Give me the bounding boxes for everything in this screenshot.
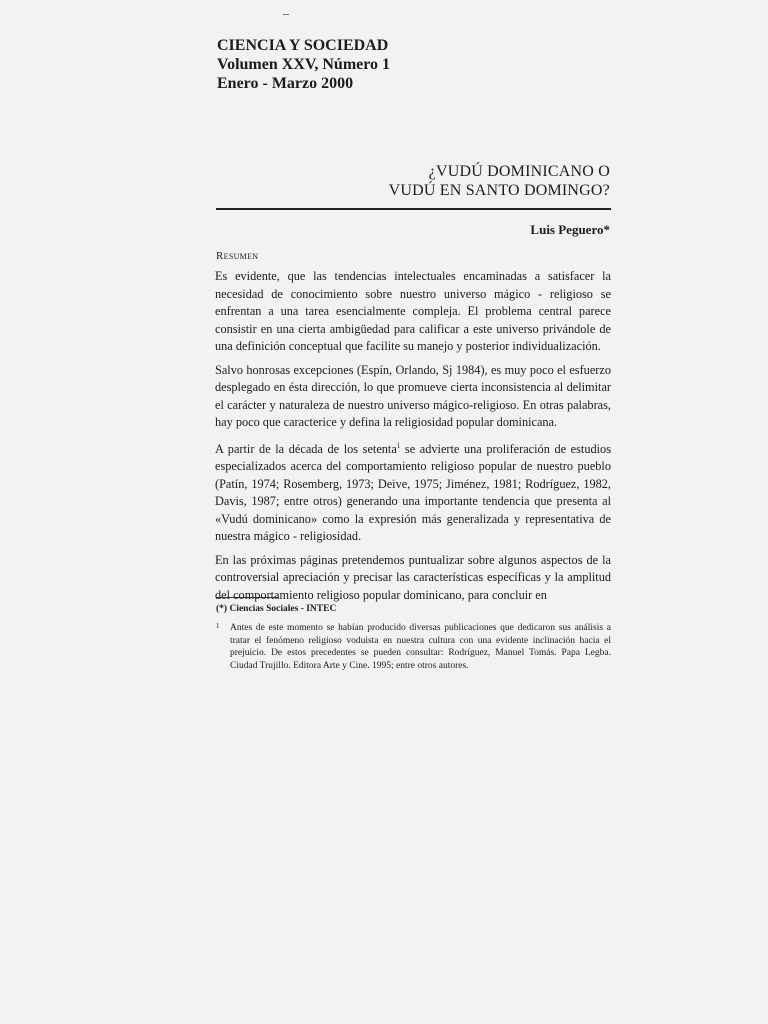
abstract-body — [215, 268, 611, 610]
article-title-line-1: ¿VUDÚ DOMINICANO O — [428, 163, 610, 180]
article-author: Luis Peguero* — [530, 222, 610, 237]
footnote-1-number: 1 — [216, 622, 220, 630]
footnote-rule — [216, 597, 278, 598]
journal-date: Enero - Marzo 2000 — [217, 75, 354, 92]
abstract-paragraph-4: En las próximas páginas pretendemos puntualizar sobre algunos aspectos de la controversial apreciación y precisar las características específicas y la amplitud del comportamiento religioso popular dominicano, para concluir en — [215, 552, 611, 602]
article-title — [389, 162, 610, 200]
footnote-reference-1: 1 — [396, 441, 401, 450]
journal-header — [217, 36, 390, 93]
scan-speck — [283, 14, 289, 15]
paragraph-3-text-start: A partir de la década de los setenta — [215, 441, 397, 456]
abstract-paragraph-1: Es evidente, que las tendencias intelectuales encaminadas a satisfacer la necesidad de conocimiento sobre nuestro universo mágico - religioso se enfrentan a una tarea esencialmente compleja. El problema central parece consistir en una cierta ambigüedad para calificar a este universo privándole de una definición conceptual que facilite su manejo y posterior individualización. — [215, 269, 611, 353]
journal-volume: Volumen XXV, Número 1 — [217, 56, 391, 73]
footnote-affiliation: (*) Ciencias Sociales - INTEC — [216, 604, 337, 614]
abstract-paragraph-2: Salvo honrosas excepciones (Espín, Orlando, Sj 1984), es muy poco el esfuerzo desplegado en ésta dirección, lo que promueve cierta inconsistencia al delimitar el carácter y naturaleza de nuestro universo mágico-religioso. En otras palabras, hay poco que caracterice y defina la religiosidad popular dominicana. — [215, 362, 611, 429]
paragraph-3-text-end: se advierte una proliferación de estudios especializados acerca del comportamiento religioso popular de nuestro pueblo (Patín, 1974; Rosemberg, 1973; Deive, 1975; Jiménez, 1981; Rodríguez, 1982, Davis, 1987; entre otros) generando una importante tendencia que presenta al «Vudú dominicano» como la expresión más generalizada y representativa de nuestra mágico - religiosidad. — [215, 441, 611, 544]
abstract-label: Resumen — [216, 250, 259, 262]
title-rule — [216, 208, 611, 210]
article-title-line-2: VUDÚ EN SANTO DOMINGO? — [388, 182, 610, 199]
journal-name: CIENCIA Y SOCIEDAD — [217, 37, 389, 54]
footnote-1 — [216, 622, 611, 672]
abstract-paragraph-3 — [215, 438, 611, 546]
footnote-1-text: Antes de este momento se habían producido diversas publicaciones que dedicaron sus análisis a tratar el fenómeno religioso voduista en nuestra cultura con una evidente inclinación hacia el prejuicio. De estos precedentes se pueden consultar: Rodríguez, Manuel Tomás. Papa Legba. Ciudad Trujillo. Editora Arte y Cine. 1995; entre otros autores. — [230, 623, 611, 671]
